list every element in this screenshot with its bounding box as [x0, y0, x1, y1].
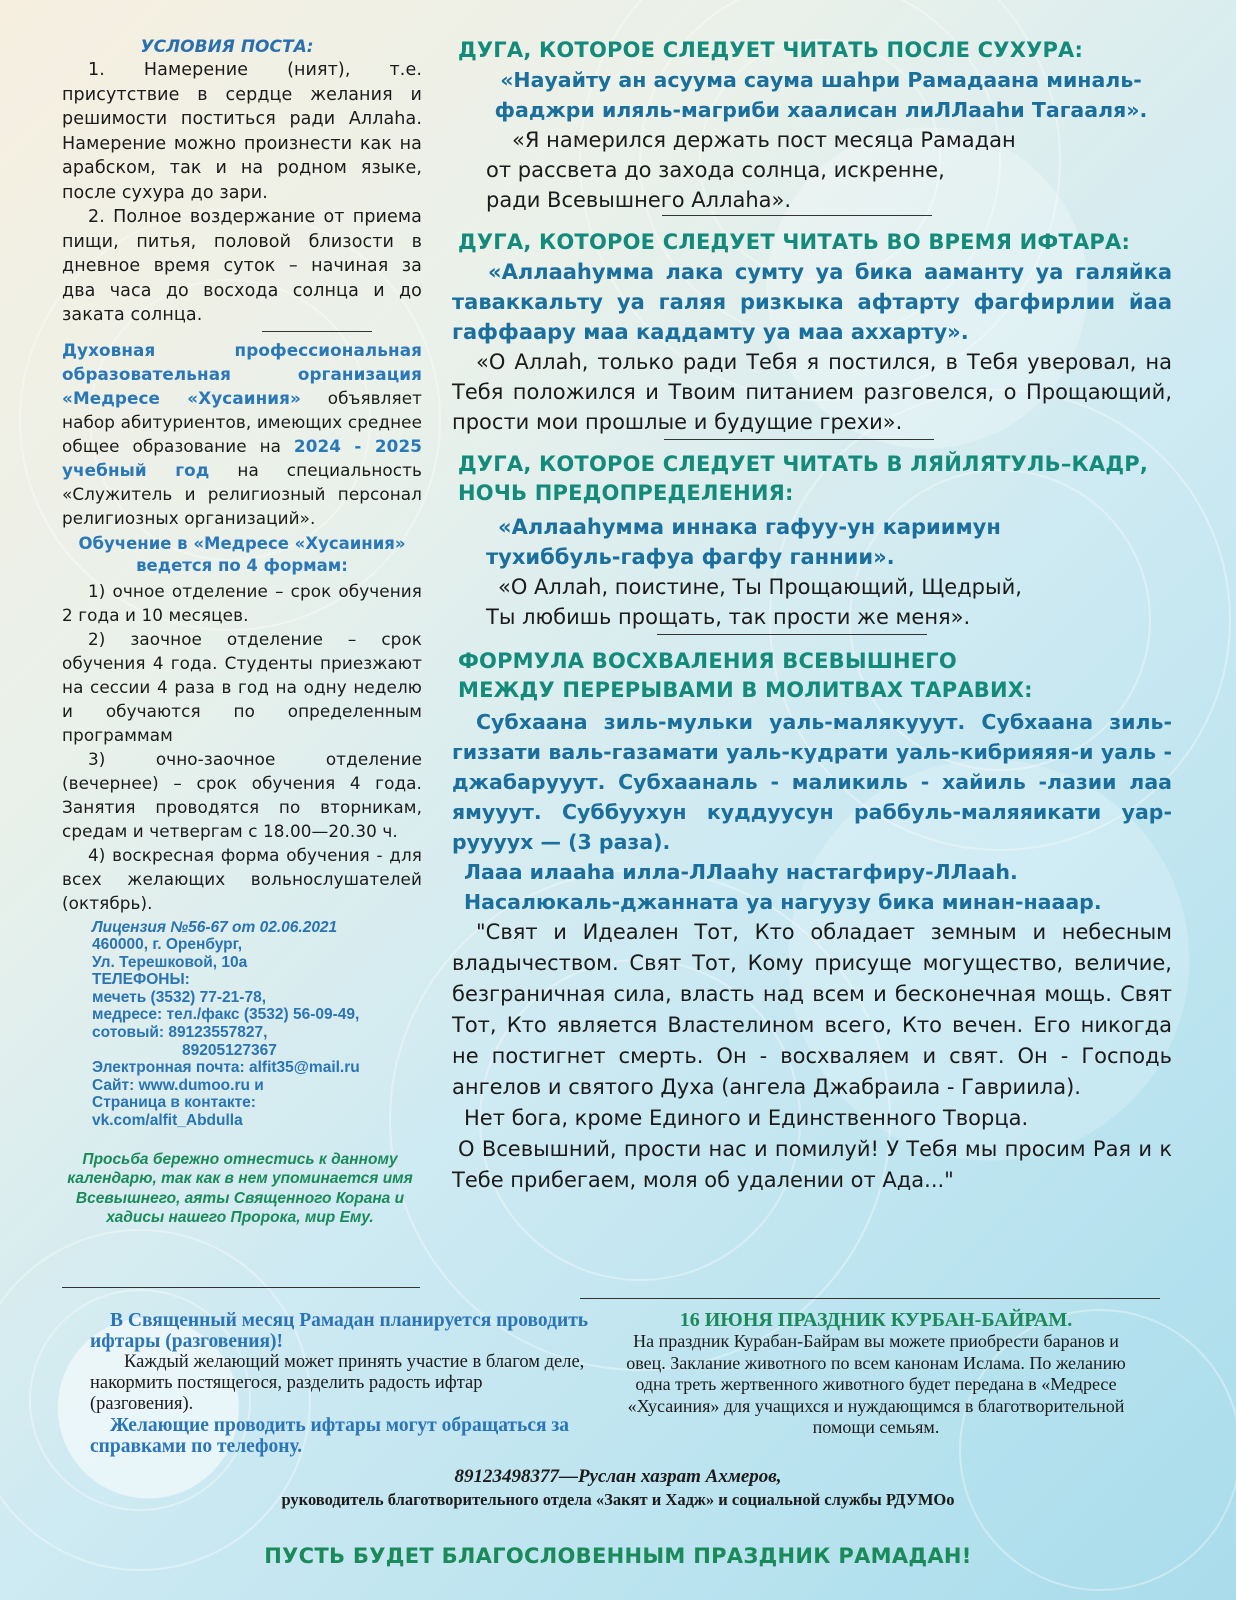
site-link[interactable]: Сайт: www.dumoo.ru и — [92, 1076, 264, 1094]
study-form-1: 1) очное отделение – срок обучения 2 года и 10 месяцев. — [62, 580, 422, 625]
divider — [657, 634, 927, 635]
study-title: Обучение в «Медресе «Хусаиния» ведется по 4 формам: — [78, 533, 406, 575]
iftar-announcement-contact: Желающие проводить ифтары могут обращаться за справками по телефону. — [90, 1415, 569, 1457]
email-link[interactable]: Электронная почта: alfit35@mail.ru — [92, 1059, 360, 1077]
bottom-divider — [62, 1287, 420, 1288]
iftar-title: ДУГА, КОТОРОЕ СЛЕДУЕТ ЧИТАТЬ ВО ВРЕМЯ ИФТАРА: — [458, 230, 1131, 254]
divider — [262, 331, 372, 332]
formula-arabic-3: Насалюкаль-джанната уа нагуузу бика минан-наaар. — [464, 890, 1102, 914]
address-line-2: Ул. Терешковой, 10а — [92, 953, 248, 971]
phone-mobile: сотовый: 89123557827, — [92, 1024, 268, 1042]
condition-1: 1. Намерение (ният), т.е. присутствие в сердце желания и решимости поститься ради Аллаhа. Намерение можно произнести как на арабском, так и на родном языке, после сухура до зари. — [62, 60, 422, 203]
phone-mobile-2: 89205127367 — [182, 1041, 277, 1059]
phone-mosque: мечеть (3532) 77-21-78, — [92, 988, 267, 1006]
org-year: 2024 - 2025 учебный год — [62, 435, 422, 480]
vk-label: Страница в контакте: — [92, 1094, 256, 1112]
divider — [664, 439, 934, 440]
qadr-title-2: НОЧЬ ПРЕДОПРЕДЕЛЕНИЯ: — [458, 481, 794, 505]
org-name: Духовная профессиональная образовательная организация «Медресе «Хусаиния» — [62, 339, 422, 408]
address-line-1: 460000, г. Оренбург, — [92, 936, 243, 954]
study-form-4: 4) воскресная форма обучения - для всех желающих вольнослушателей (октябрь). — [62, 844, 422, 913]
kurban-text: На праздник Курабан-Байрам вы можете приобрести баранов и овец. Заклание животного по всем канонам Ислама. По желанию одна треть жертвенного животного будет передана в «Медресе «Хусаиния» для учащихся и нуждающимся в благотворительной помощи семьям. — [626, 1331, 1126, 1437]
org-text-2: на специальность «Служитель и религиозный персонал религиозных организаций». — [62, 459, 422, 528]
conditions-title: УСЛОВИЯ ПОСТА: — [140, 37, 314, 57]
contact-line-1: 89123498377—Руслан хазрат Ахмеров, — [454, 1466, 782, 1487]
bottom-divider-right — [580, 1298, 1160, 1299]
kurban-title: 16 ИЮНЯ ПРАЗДНИК КУРБАН-БАЙРАМ. — [679, 1309, 1073, 1331]
org-announcement — [62, 338, 422, 530]
iftar-arabic: «Аллааhумма лака сумту уа бика ааманту уа галяйка таваккальту уа галяя ризкыка афтарту фагфирлии йаа гаффаару маа каддамту уа маа аххарту». — [452, 260, 1172, 344]
contacts-block — [92, 919, 422, 1130]
suhoor-translation-2: от рассвета до захода солнца, искренне, — [486, 158, 945, 182]
qadr-arabic-1: «Аллааhумма иннака гафуу-ун кариимун — [498, 515, 1001, 539]
left-column — [62, 36, 422, 1228]
iftar-announcement-title: В Священный месяц Рамадан планируется проводить ифтары (разговения)! — [90, 1310, 589, 1352]
study-form-2: 2) заочное отделение – срок обучения 4 года. Студенты приезжают на сессии 4 раза в год на одну неделю и обучаются по определенным программам — [62, 628, 422, 745]
suhoor-arabic: «Науайту ан асуума саума шаhри Рамадаана миналь-фаджри иляль-магриби хаалисан лиЛЛааhи Тагааля». — [494, 68, 1148, 122]
right-column — [452, 36, 1172, 1196]
license-text: Лицензия №56-67 от 02.06.2021 — [92, 918, 338, 936]
contact-line-2: руководитель благотворительного отдела «Закят и Хадж» и социальной службы РДУМОо — [281, 1490, 955, 1509]
condition-2: 2. Полное воздержание от приема пищи, питья, половой близости в дневное время суток – начиная за два часа до восхода солнца и до заката солнца. — [62, 207, 422, 325]
qadr-title-1: ДУГА, КОТОРОЕ СЛЕДУЕТ ЧИТАТЬ В ЛЯЙЛЯТУЛЬ–КАДР, — [458, 452, 1149, 476]
divider — [662, 215, 932, 216]
formula-arabic: Субхаана зиль-мульки уаль-малякууут. Субхаана зиль-гиззати валь-газамати уаль-кудрати уаль-кибрияяя-и уаль - джабарууут. Субхааналь - маликиль - хайиль -лазии лаа ямууут. Суббуухун куддуусун раббуль-маляяикати уар-руууух — (3 раза). — [452, 710, 1172, 854]
formula-translation: "Свят и Идеален Тот, Кто обладает земным и небесным владычеством. Свят Тот, Кому присуще могущество, величие, безграничная сила, власть над всем и бесконечная мощь. Свят Тот, Кто является Властелином всего, Кто вечен. Его никогда не постигнет смерть. Он - восхваляем и свят. Он - Господь ангелов и святого Духа (ангела Джабраила - Гавриила). — [452, 920, 1172, 1099]
iftar-announcement-text: Каждый желающий может принять участие в благом деле, накормить постящегося, разделить радость ифтар (разговения). — [90, 1352, 585, 1414]
qadr-arabic-2: тухиббуль-гафуа фагфу ганнии». — [486, 545, 895, 569]
vk-link[interactable]: vk.com/alfit_Abdulla — [92, 1112, 243, 1130]
qadr-translation-2: Ты любишь прощать, так прости же меня». — [486, 605, 971, 629]
formula-translation-2: Нет бога, кроме Единого и Единственного Творца. — [464, 1106, 1029, 1130]
suhoor-translation-1: «Я намерился держать пост месяца Рамадан — [512, 128, 1016, 152]
please-note: Просьба бережно отнестись к данному календарю, так как в нем упоминается имя Всевышнего, аяты Священного Корана и хадисы нашего Пророка, мир Ему. — [67, 1150, 413, 1227]
formula-arabic-2: Лааа илааhа илла-ЛЛааhу настагфиру-ЛЛааh. — [464, 860, 1018, 884]
suhoor-translation-3: ради Всевышнего Аллаhа». — [486, 188, 792, 212]
ramadan-greeting: ПУСТЬ БУДЕТ БЛАГОСЛОВЕННЫМ ПРАЗДНИК РАМАДАН! — [264, 1544, 972, 1568]
iftar-translation: «О Аллаh, только ради Тебя я постился, в Тебя уверовал, на Тебя положился и Твоим питанием разговелся, о Прощающий, прости мои прошлые и будущие грехи». — [452, 350, 1172, 434]
formula-title-1: ФОРМУЛА ВОСХВАЛЕНИЯ ВСЕВЫШНЕГО — [458, 649, 957, 673]
formula-translation-3: О Всевышний, прости нас и помилуй! У Тебя мы просим Рая и к Тебе прибегаем, моля об удалении от Ада..." — [452, 1137, 1172, 1192]
qadr-translation-1: «О Аллаh, поистине, Ты Прощающий, Щедрый, — [498, 575, 1022, 599]
suhoor-title: ДУГА, КОТОРОЕ СЛЕДУЕТ ЧИТАТЬ ПОСЛЕ СУХУРА: — [458, 38, 1084, 62]
study-form-3: 3) очно-заочное отделение (вечернее) – срок обучения 4 года. Занятия проводятся по вторникам, средам и четвергам с 18.00—20.30 ч. — [62, 748, 422, 841]
phones-title: ТЕЛЕФОНЫ: — [92, 971, 190, 989]
org-text: объявляет набор абитуриентов, имеющих среднее общее образование на — [62, 387, 422, 456]
phone-madrasa: медресе: тел./факс (3532) 56-09-49, — [92, 1006, 360, 1024]
kurban-announcement — [616, 1310, 1136, 1439]
iftar-announcement — [90, 1310, 590, 1457]
formula-title-2: МЕЖДУ ПЕРЕРЫВАМИ В МОЛИТВАХ ТАРАВИХ: — [458, 678, 1033, 702]
